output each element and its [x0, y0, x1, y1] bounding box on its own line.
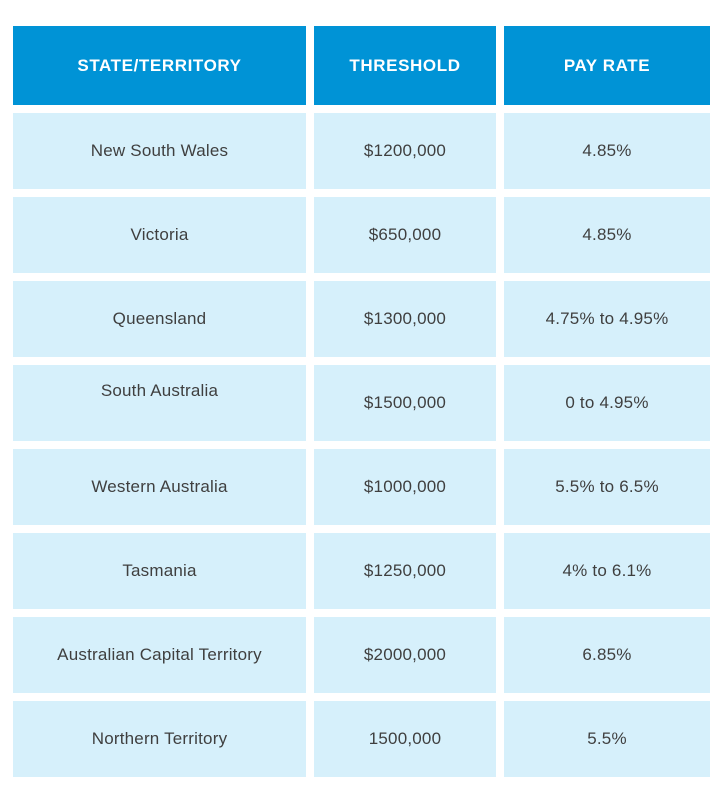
- state-cell: Tasmania: [13, 533, 306, 609]
- threshold-cell: $650,000: [314, 197, 496, 273]
- column-header-pay-rate: PAY RATE: [504, 26, 710, 105]
- pay-rate-cell: 4.85%: [504, 113, 710, 189]
- threshold-cell: $1000,000: [314, 449, 496, 525]
- threshold-cell: $1200,000: [314, 113, 496, 189]
- pay-rate-cell: 6.85%: [504, 617, 710, 693]
- pay-rate-cell: 5.5%: [504, 701, 710, 777]
- state-cell: Victoria: [13, 197, 306, 273]
- threshold-cell: $1250,000: [314, 533, 496, 609]
- column-header-state: STATE/TERRITORY: [13, 26, 306, 105]
- pay-rate-cell: 5.5% to 6.5%: [504, 449, 710, 525]
- state-cell: Western Australia: [13, 449, 306, 525]
- pay-rate-cell: 0 to 4.95%: [504, 365, 710, 441]
- pay-rate-cell: 4.85%: [504, 197, 710, 273]
- threshold-cell: $2000,000: [314, 617, 496, 693]
- column-header-threshold: THRESHOLD: [314, 26, 496, 105]
- state-cell: Queensland: [13, 281, 306, 357]
- pay-rate-cell: 4% to 6.1%: [504, 533, 710, 609]
- pay-rate-cell: 4.75% to 4.95%: [504, 281, 710, 357]
- payroll-tax-table: [13, 26, 709, 777]
- state-cell: New South Wales: [13, 113, 306, 189]
- threshold-cell: $1300,000: [314, 281, 496, 357]
- state-cell: South Australia: [13, 365, 306, 441]
- state-cell: Australian Capital Territory: [13, 617, 306, 693]
- state-cell: Northern Territory: [13, 701, 306, 777]
- threshold-cell: 1500,000: [314, 701, 496, 777]
- threshold-cell: $1500,000: [314, 365, 496, 441]
